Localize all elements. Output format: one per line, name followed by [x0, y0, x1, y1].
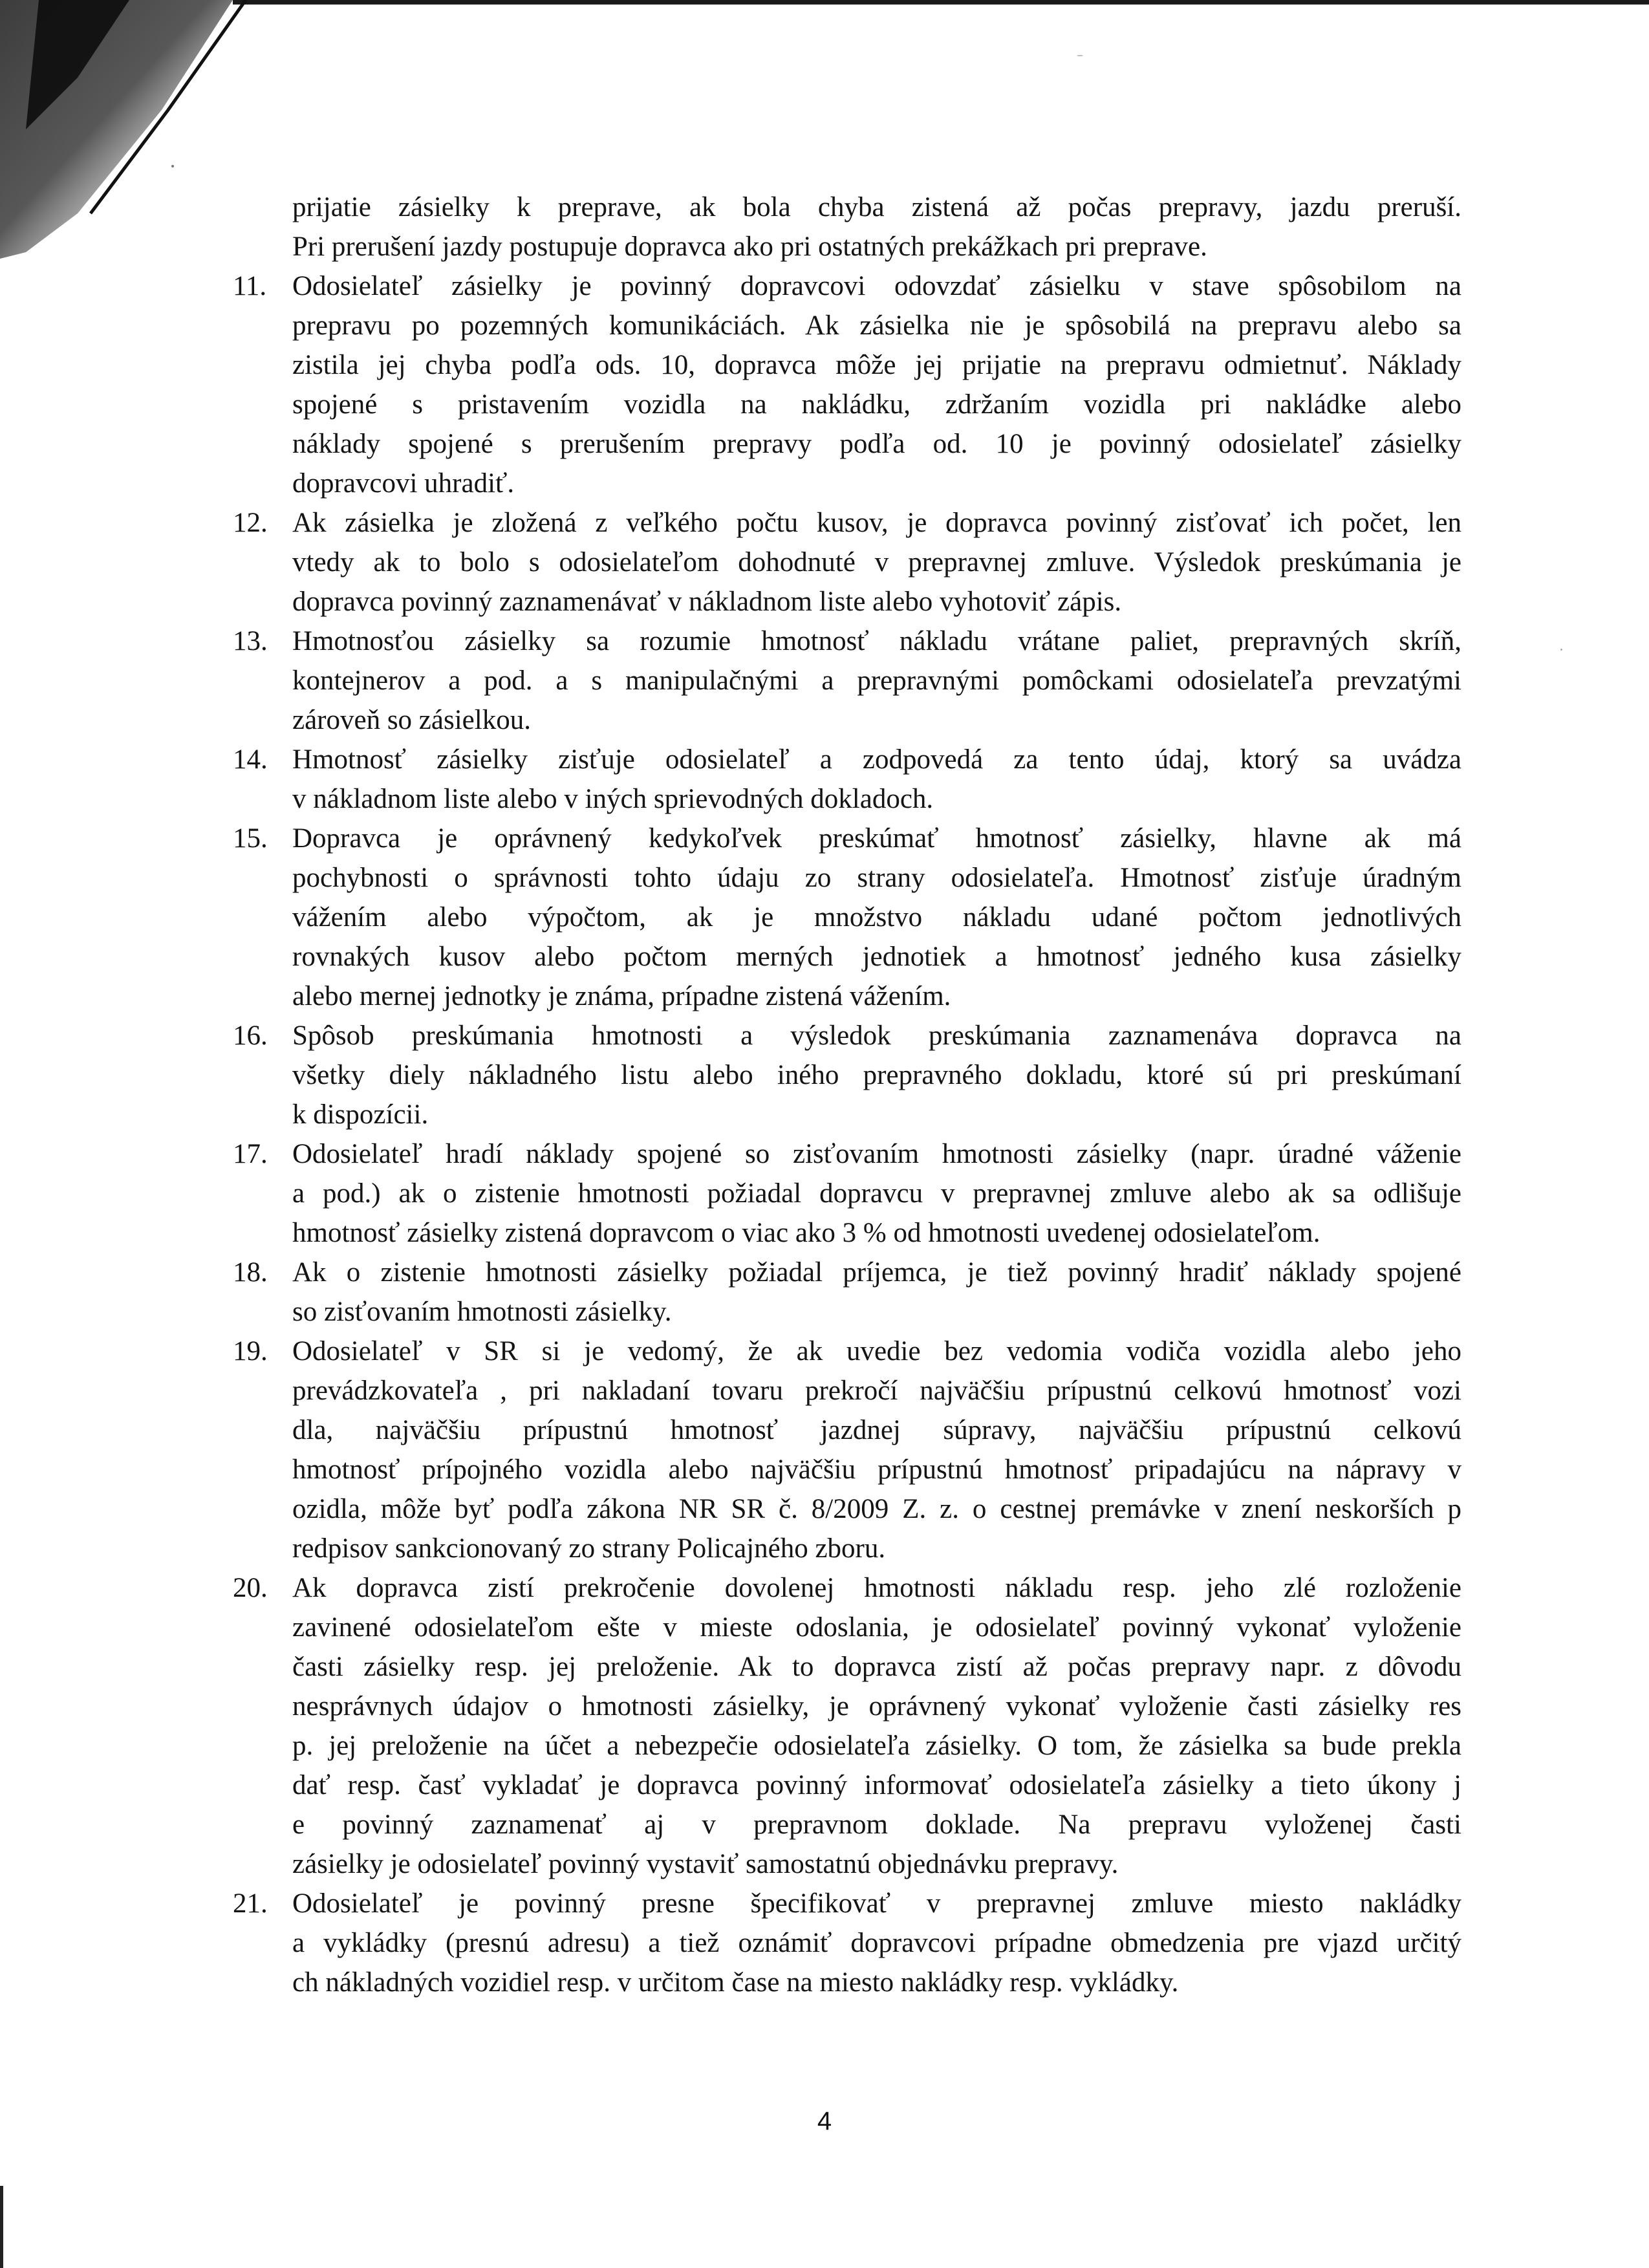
scan-corner-shadow — [0, 0, 272, 272]
list-item — [233, 1568, 1461, 1884]
text-line: a vykládky (presnú adresu) a tiež oznámiť dopravcovi prípadne obmedzenia pre vjazd určitý — [292, 1928, 1461, 1958]
text-line: spojené s pristavením vozidla na nakládku, zdržaním vozidla pri nakládke alebo — [292, 389, 1461, 420]
item-number: 14. — [233, 744, 268, 775]
text-line: Pri prerušení jazdy postupuje dopravca ako pri ostatných prekážkach pri preprave. — [292, 232, 1207, 262]
text-line: Ak zásielka je zložená z veľkého počtu kusov, je dopravca povinný zisťovať ich počet, len — [292, 508, 1461, 538]
text-line: dať resp. časť vykladať je dopravca povinný informovať odosielateľa zásielky a tieto úkony j — [292, 1770, 1461, 1800]
text-line: hmotnosť zásielky zistená dopravcom o viac ako 3 % od hmotnosti uvedenej odosielateľom. — [292, 1218, 1320, 1248]
text-line: prevádzkovateľa , pri nakladaní tovaru prekročí najväčšiu prípustnú celkovú hmotnosť vozi — [292, 1376, 1461, 1406]
text-line: hmotnosť prípojného vozidla alebo najväčšiu prípustnú hmotnosť pripadajúcu na nápravy v — [292, 1454, 1461, 1485]
item-number: 17. — [233, 1139, 268, 1169]
list-item — [233, 819, 1461, 1016]
item-number: 15. — [233, 823, 268, 854]
text-line: Ak dopravca zistí prekročenie dovolenej hmotnosti nákladu resp. jeho zlé rozloženie — [292, 1573, 1461, 1603]
text-line: Odosielateľ je povinný presne špecifikovať v prepravnej zmluve miesto nakládky — [292, 1888, 1461, 1919]
text-line: prepravu po pozemných komunikáciách. Ak zásielka nie je spôsobilá na prepravu alebo sa — [292, 310, 1461, 341]
numbered-list — [233, 266, 1461, 2002]
text-line: p. jej preloženie na účet a nebezpečie odosielateľa zásielky. O tom, že zásielka sa bude prekla — [292, 1731, 1461, 1761]
text-line: Odosielateľ zásielky je povinný dopravcovi odovzdať zásielku v stave spôsobilom na — [292, 271, 1461, 301]
list-item — [233, 1134, 1461, 1253]
list-item — [233, 621, 1461, 740]
text-line: so zisťovaním hmotnosti zásielky. — [292, 1297, 672, 1327]
list-item — [233, 1332, 1461, 1568]
item-number: 21. — [233, 1888, 268, 1919]
item-number: 11. — [233, 271, 267, 301]
text-line: dopravcovi uhradiť. — [292, 468, 515, 499]
item-number: 12. — [233, 508, 268, 538]
list-item — [233, 1253, 1461, 1332]
text-line: zavinené odosielateľom ešte v mieste odoslania, je odosielateľ povinný vykonať vyloženie — [292, 1612, 1461, 1643]
list-item — [233, 740, 1461, 819]
scan-speck — [1077, 55, 1083, 56]
list-item — [233, 1884, 1461, 2002]
document-body — [233, 188, 1461, 2002]
list-item — [233, 1016, 1461, 1134]
list-item — [233, 503, 1461, 621]
text-line: v nákladnom liste alebo v iných sprievodných dokladoch. — [292, 784, 934, 814]
text-line: vtedy ak to bolo s odosielateľom dohodnuté v prepravnej zmluve. Výsledok preskúmania je — [292, 547, 1461, 578]
text-line: redpisov sankcionovaný zo strany Policajného zboru. — [292, 1533, 886, 1564]
text-line: zistila jej chyba podľa ods. 10, dopravca môže jej prijatie na prepravu odmietnuť. Náklady — [292, 350, 1461, 380]
list-item — [233, 266, 1461, 503]
text-line: Odosielateľ v SR si je vedomý, že ak uvedie bez vedomia vodiča vozidla alebo jeho — [292, 1336, 1461, 1366]
text-line: k dispozícii. — [292, 1099, 429, 1130]
item-number: 16. — [233, 1021, 268, 1051]
text-line: alebo mernej jednotky je známa, prípadne zistená vážením. — [292, 981, 951, 1011]
text-line: náklady spojené s prerušením prepravy podľa od. 10 je povinný odosielateľ zásielky — [292, 429, 1461, 459]
scan-top-edge — [233, 0, 1649, 5]
item-number: 18. — [233, 1257, 268, 1288]
intro-paragraph — [292, 188, 1461, 266]
text-line: všetky diely nákladného listu alebo iného prepravného dokladu, ktoré sú pri preskúmaní — [292, 1060, 1461, 1090]
text-line: Odosielateľ hradí náklady spojené so zisťovaním hmotnosti zásielky (napr. úradné váženie — [292, 1139, 1461, 1169]
text-line: Spôsob preskúmania hmotnosti a výsledok preskúmania zaznamenáva dopravca na — [292, 1021, 1461, 1051]
text-line: dopravca povinný zaznamenávať v nákladnom liste alebo vyhotoviť zápis. — [292, 587, 1122, 617]
text-line: ozidla, môže byť podľa zákona NR SR č. 8/2009 Z. z. o cestnej premávke v znení neskorších p — [292, 1494, 1461, 1524]
text-line: Hmotnosťou zásielky sa rozumie hmotnosť nákladu vrátane paliet, prepravných skríň, — [292, 626, 1461, 656]
text-line: nesprávnych údajov o hmotnosti zásielky, je oprávnený vykonať vyloženie časti zásielky res — [292, 1691, 1461, 1722]
scan-speck — [1560, 649, 1562, 651]
text-line: zároveň so zásielkou. — [292, 705, 531, 735]
text-line: vážením alebo výpočtom, ak je množstvo nákladu udané počtom jednotlivých — [292, 902, 1461, 933]
text-line: a pod.) ak o zistenie hmotnosti požiadal dopravcu v prepravnej zmluve alebo ak sa odlišuje — [292, 1178, 1461, 1209]
text-line: Ak o zistenie hmotnosti zásielky požiadal príjemca, je tiež povinný hradiť náklady spojené — [292, 1257, 1461, 1288]
item-number: 13. — [233, 626, 268, 656]
item-number: 19. — [233, 1336, 268, 1366]
text-line: e povinný zaznamenať aj v prepravnom doklade. Na prepravu vyloženej časti — [292, 1809, 1461, 1840]
item-number: 20. — [233, 1573, 268, 1603]
text-line: časti zásielky resp. jej preloženie. Ak to dopravca zistí až počas prepravy napr. z dôvodu — [292, 1652, 1461, 1682]
text-line: pochybnosti o správnosti tohto údaju zo strany odosielateľa. Hmotnosť zisťuje úradným — [292, 863, 1461, 893]
text-line: Dopravca je oprávnený kedykoľvek preskúmať hmotnosť zásielky, hlavne ak má — [292, 823, 1461, 854]
text-line: kontejnerov a pod. a s manipulačnými a prepravnými pomôckami odosielateľa prevzatými — [292, 665, 1461, 696]
text-line: Hmotnosť zásielky zisťuje odosielateľ a zodpovedá za tento údaj, ktorý sa uvádza — [292, 744, 1461, 775]
page-number: 4 — [817, 2107, 832, 2135]
scan-left-edge — [0, 2186, 3, 2268]
scan-speck — [171, 165, 174, 167]
text-line: rovnakých kusov alebo počtom merných jednotiek a hmotnosť jedného kusa zásielky — [292, 942, 1461, 972]
text-line: zásielky je odosielateľ povinný vystaviť samostatnú objednávku prepravy. — [292, 1849, 1119, 1879]
text-line: prijatie zásielky k preprave, ak bola chyba zistená až počas prepravy, jazdu preruší. — [292, 192, 1461, 222]
text-line: ch nákladných vozidiel resp. v určitom čase na miesto nakládky resp. vykládky. — [292, 1967, 1179, 1998]
text-line: dla, najväčšiu prípustnú hmotnosť jazdnej súpravy, najväčšiu prípustnú celkovú — [292, 1415, 1461, 1445]
